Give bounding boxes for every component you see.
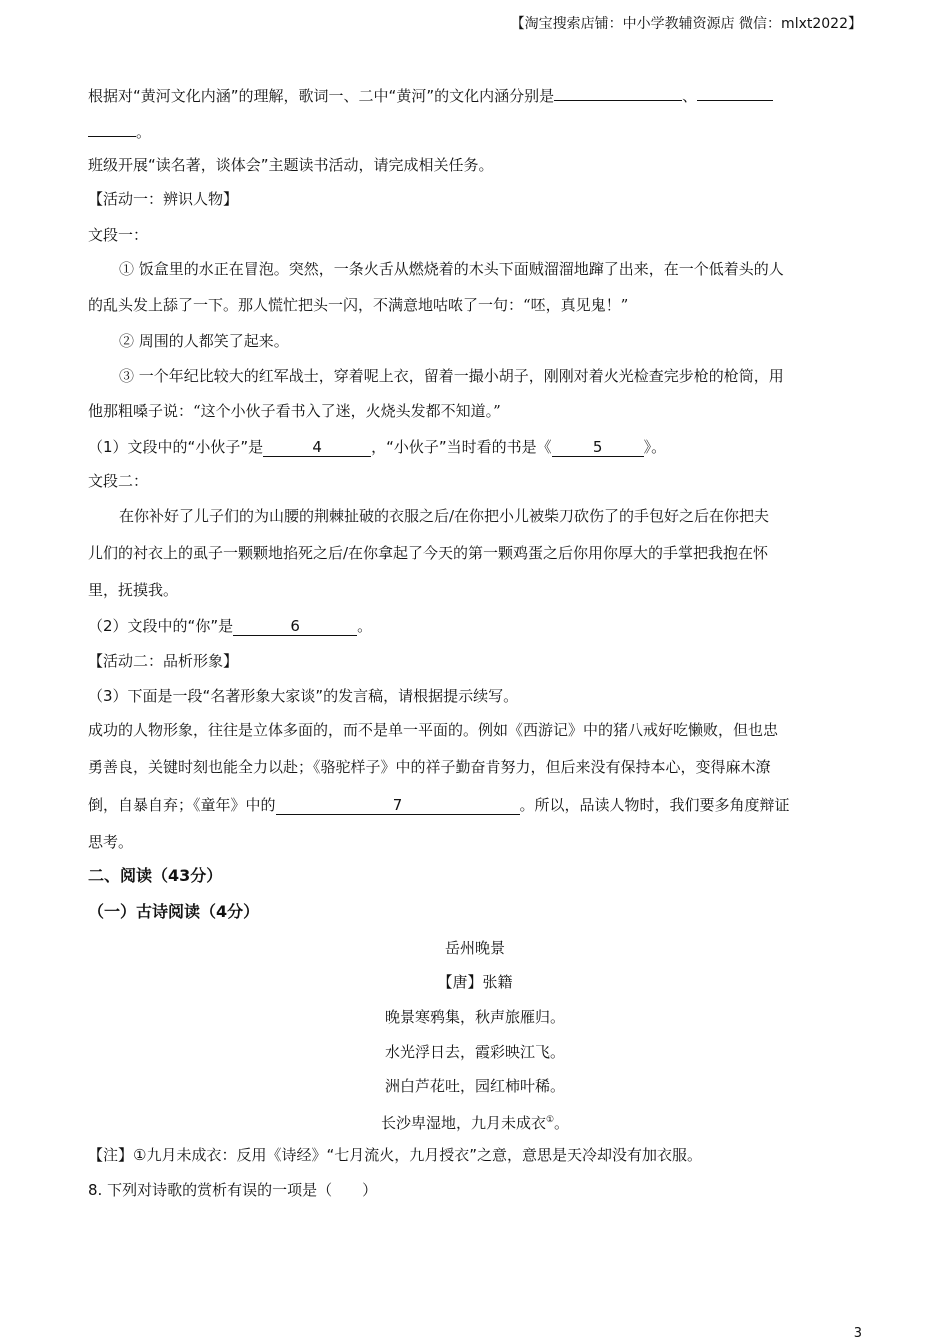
activity-1-heading: 【活动一：辨识人物】 [88, 190, 239, 208]
activity-2-heading: 【活动二：品析形象】 [88, 652, 239, 670]
passage-1-para-3: ③ 一个年纪比较大的红军战士，穿着呢上衣，留着一撮小胡子，刚刚对着火光检查完步枪的枪筒，用 [119, 367, 784, 385]
activity-intro: 班级开展“读名著，谈体会”主题读书活动，请完成相关任务。 [88, 156, 494, 174]
page-number: 3 [853, 1326, 862, 1341]
passage-1-para-2: ② 周围的人都笑了起来。 [119, 332, 289, 350]
question-lyrics-text: 根据对“黄河文化内涵”的理解，歌词一、二中“黄河”的文化内涵分别是 [88, 87, 555, 105]
question-2-part-b: 。 [357, 617, 373, 635]
speech-line-3-part-b: 。所以，品读人物时，我们要多角度辩证 [519, 796, 790, 814]
poem-line-4 [0, 1110, 950, 1133]
poem-line-2: 水光浮日去，霞彩映江飞。 [384, 1043, 565, 1061]
answer-blank-6[interactable]: 6 [233, 618, 357, 636]
speech-line-2: 勇善良，关键时刻也能全力以赴；《骆驼样子》中的祥子勤奋肯努力，但后来没有保持本心，变得麻木潦 [88, 758, 771, 776]
question-1 [88, 437, 666, 457]
poem-line-1: 晚景寒鸦集，秋声旅雁归。 [384, 1008, 565, 1026]
passage-1-label: 文段一： [88, 226, 149, 244]
passage-1-para-1: ① 饭盒里的水正在冒泡。突然，一条火舌从燃烧着的木头下面贼溜溜地蹿了出来，在一个低着头的人 [119, 260, 784, 278]
passage-2-line-1: 在你补好了儿子们的为山腰的荆棘扯破的衣服之后/在你把小儿被柴刀砍伤了的手包好之后在你把夫 [119, 507, 770, 525]
answer-blank-4[interactable]: 4 [263, 439, 371, 457]
question-1-part-b: ，“小伙子”当时看的书是《 [371, 438, 552, 456]
question-lyrics-cont [88, 119, 151, 142]
poem-line-4-end: 。 [554, 1114, 570, 1132]
period: 。 [136, 123, 152, 141]
footnote-mark: ① [545, 1115, 555, 1125]
answer-blank-1[interactable] [554, 83, 682, 101]
question-2-part-a: （2）文段中的“你”是 [88, 617, 234, 635]
speech-line-3-part-a: 倒，自暴自弃；《童年》中的 [88, 796, 276, 814]
question-1-part-a: （1）文段中的“小伙子”是 [88, 438, 264, 456]
question-3: （3）下面是一段“名著形象大家谈”的发言稿，请根据提示续写。 [88, 687, 519, 705]
poem-line-3: 洲白芦花吐，园红柿叶稀。 [384, 1077, 565, 1095]
answer-blank-7[interactable]: 7 [276, 797, 520, 815]
answer-blank-5[interactable]: 5 [552, 439, 644, 457]
section-2-heading: 二、阅读（43分） [88, 866, 223, 885]
passage-2-label: 文段二： [88, 472, 149, 490]
speech-line-3 [88, 795, 790, 815]
passage-1-para-1-cont: 的乱头发上舔了一下。那人慌忙把头一闪，不满意地咕哝了一句：“呸，真见鬼！” [88, 296, 629, 314]
separator: 、 [682, 87, 698, 105]
passage-2-line-3: 里，抚摸我。 [88, 581, 179, 599]
question-8: 8. 下列对诗歌的赏析有误的一项是（ ） [88, 1181, 378, 1199]
speech-line-4: 思考。 [88, 833, 134, 851]
poem-title: 岳州晚景 [444, 939, 505, 957]
page-header: 【淘宝搜索店铺：中小学教辅资源店 微信：mlxt2022】 [510, 16, 862, 32]
speech-line-1: 成功的人物形象，往往是立体多面的，而不是单一平面的。例如《西游记》中的猪八戒好吃懒败，但也忠 [88, 721, 779, 739]
poem-line-4-text: 长沙卑湿地，九月未成衣 [380, 1114, 546, 1132]
poem-author: 【唐】张籍 [437, 973, 513, 991]
section-2-1-heading: （一）古诗阅读（4分） [88, 902, 260, 921]
question-lyrics [88, 83, 773, 106]
answer-blank-2b[interactable] [88, 119, 136, 137]
question-1-part-c: 》。 [643, 438, 667, 456]
passage-2-line-2: 儿们的衬衣上的虱子一颗颗地掐死之后/在你拿起了今天的第一颗鸡蛋之后你用你厚大的手掌把我抱在怀 [88, 544, 769, 562]
answer-blank-2a[interactable] [697, 83, 773, 101]
passage-1-para-3-cont: 他那粗嗓子说：“这个小伙子看书入了迷，火烧头发都不知道。” [88, 402, 501, 420]
poem-note: 【注】①九月未成衣：反用《诗经》“七月流火，九月授衣”之意，意思是天冷却没有加衣服。 [88, 1146, 702, 1164]
question-2 [88, 616, 372, 636]
